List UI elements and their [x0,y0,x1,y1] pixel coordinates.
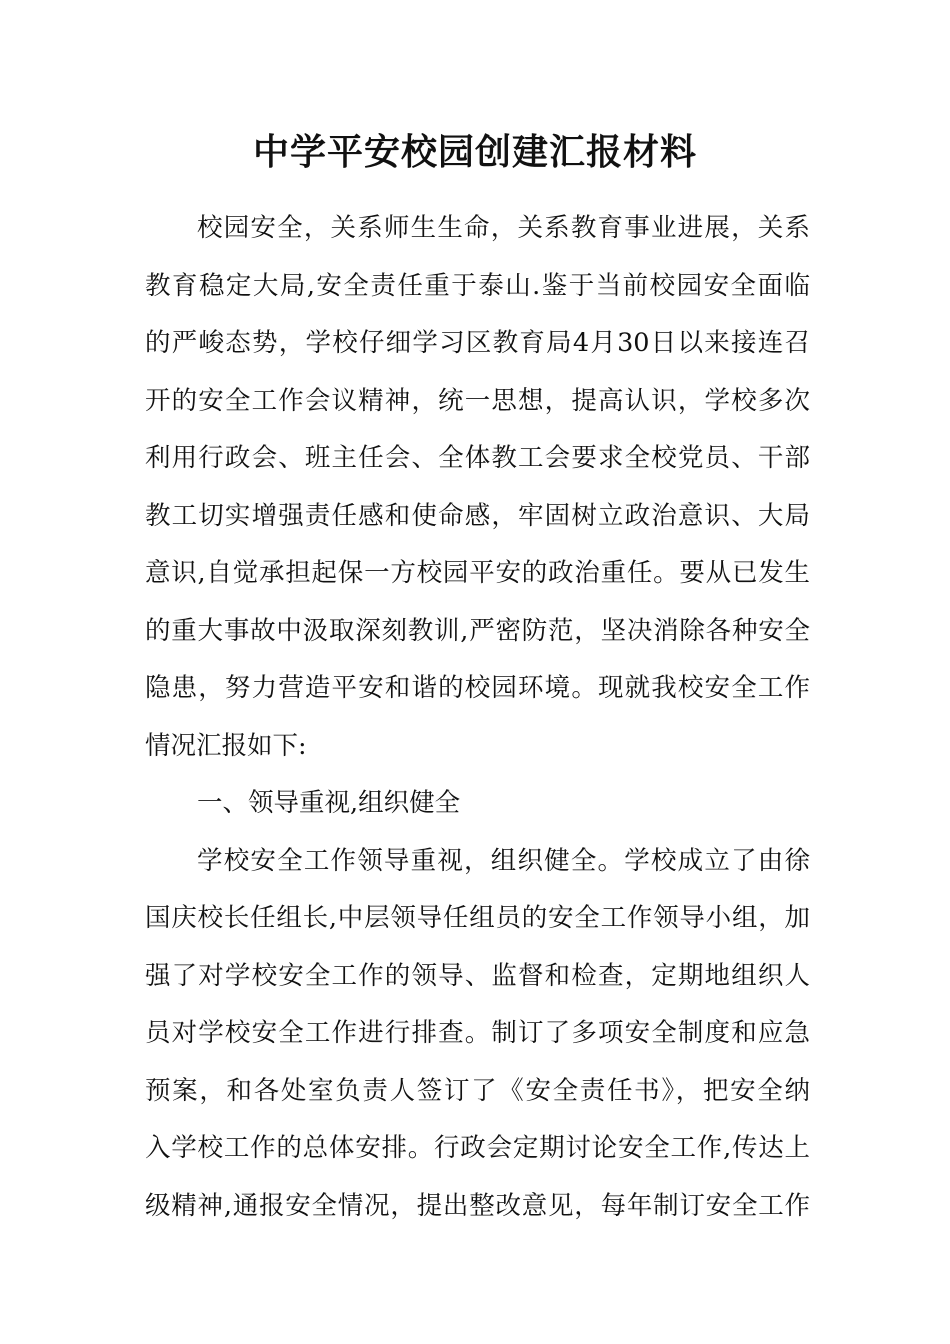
document-title: 中学平安校园创建汇报材料 [252,131,697,173]
paragraph-line: 教工切实增强责任感和使命感，牢固树立政治意识、大局 [145,500,810,531]
paragraph-line: 强了对学校安全工作的领导、监督和检查，定期地组织人 [145,960,810,991]
section-heading: 一、领导重视,组织健全 [197,788,461,818]
paragraph-line: 隐患，努力营造平安和谐的校园环境。现就我校安全工作 [145,673,810,703]
paragraph-line: 开的安全工作会议精神，统一思想，提高认识，学校多次 [145,385,810,416]
paragraph-line: 校园安全，关系师生生命，关系教育事业进展，关系 [197,213,810,243]
paragraph-line: 的严峻态势，学校仔细学习区教育局4月30日以来接连召 [145,328,810,358]
paragraph-line: 的重大事故中汲取深刻教训,严密防范，坚决消除各种安全 [145,615,810,646]
paragraph-line: 入学校工作的总体安排。行政会定期讨论安全工作,传达上 [145,1133,810,1163]
document-body [145,200,810,1235]
paragraph-line: 利用行政会、班主任会、全体教工会要求全校党员、干部 [145,443,810,473]
paragraph-line: 学校安全工作领导重视，组织健全。学校成立了由徐 [197,845,810,876]
paragraph-line: 级精神,通报安全情况，提出整改意见，每年制订安全工作 [145,1190,810,1221]
paragraph-line: 员对学校安全工作进行排查。制订了多项安全制度和应急 [145,1018,810,1048]
paragraph-line: 国庆校长任组长,中层领导任组员的安全工作领导小组，加 [145,903,810,933]
paragraph-line: 预案，和各处室负责人签订了《安全责任书》，把安全纳 [145,1075,810,1106]
paragraph-line: 情况汇报如下: [145,730,307,761]
paragraph-line: 教育稳定大局,安全责任重于泰山.鉴于当前校园安全面临 [145,270,810,301]
paragraph-line: 意识,自觉承担起保一方校园平安的政治重任。要从已发生 [145,558,810,588]
